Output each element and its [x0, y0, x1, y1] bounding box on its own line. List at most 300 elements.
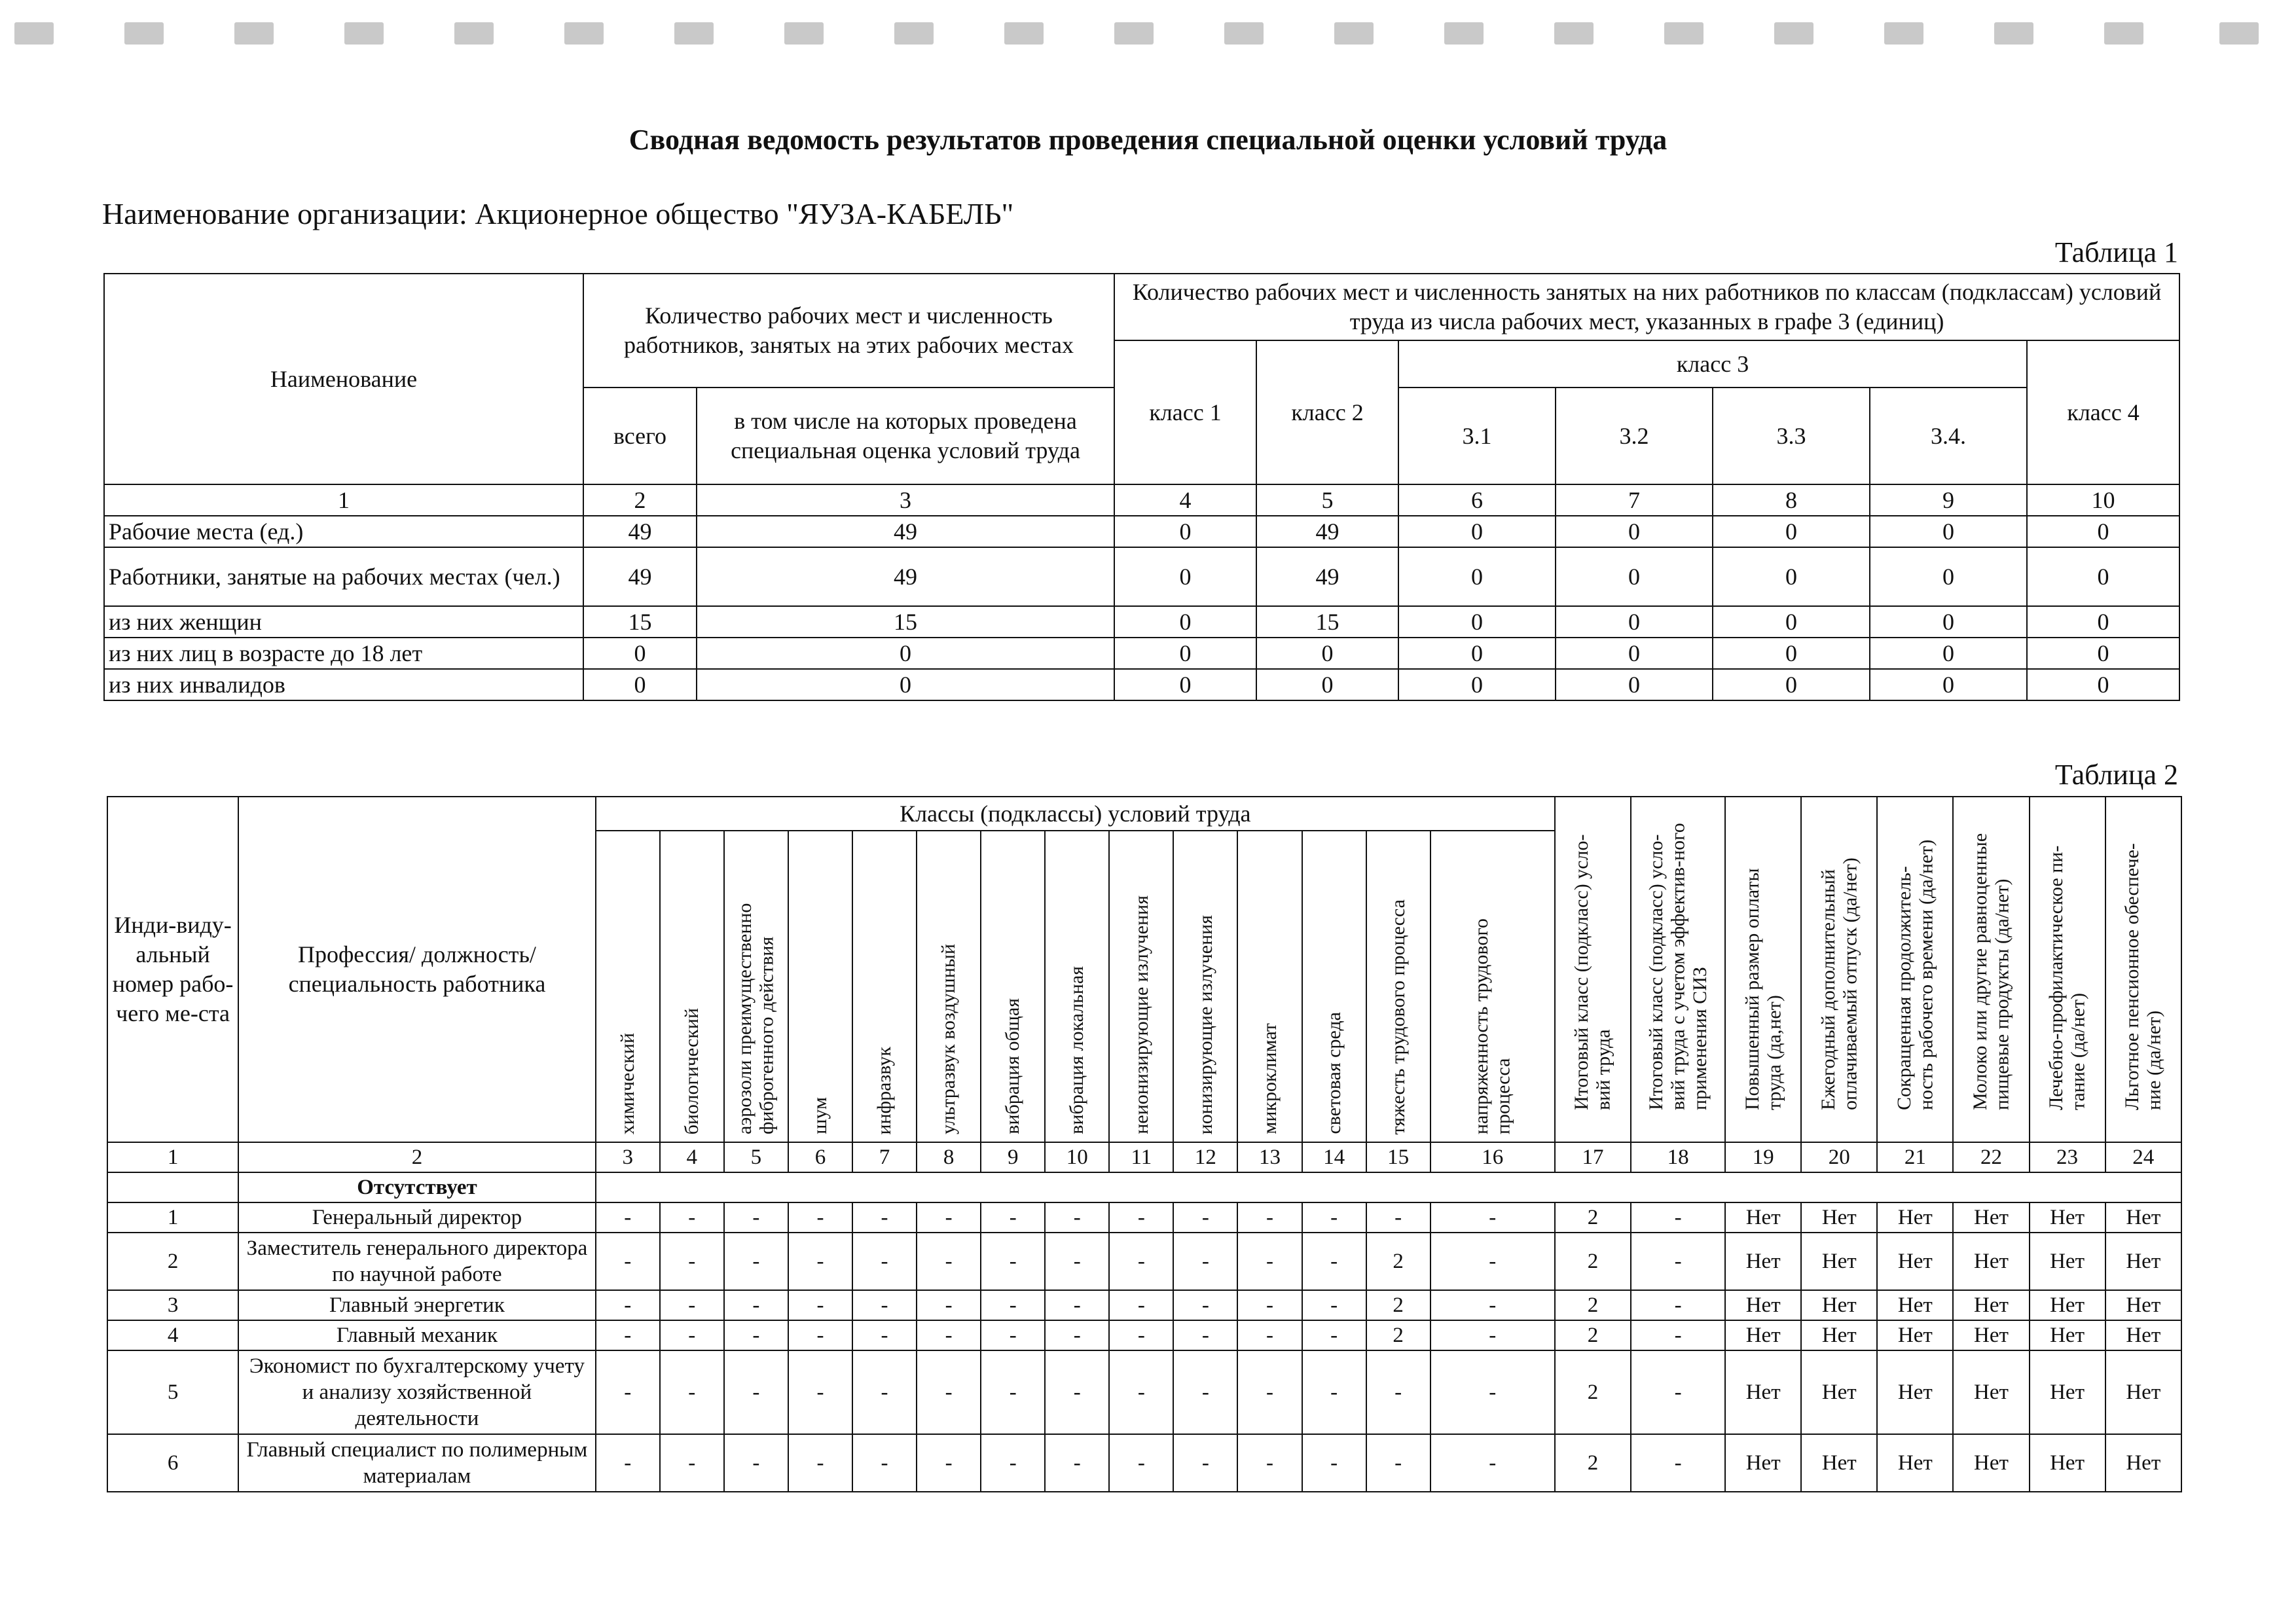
cell-value: 0	[1114, 547, 1256, 606]
cell-value: -	[1302, 1434, 1366, 1492]
cell-value: 0	[1398, 547, 1556, 606]
cell-value: 0	[1398, 638, 1556, 669]
cell-value: -	[660, 1202, 724, 1233]
cell-value: -	[660, 1434, 724, 1492]
workplace-id: 5	[107, 1350, 238, 1434]
cell-value: -	[660, 1350, 724, 1434]
header-extra-18	[1631, 797, 1725, 1142]
cell-value: 15	[583, 606, 697, 638]
cell-value: -	[852, 1320, 917, 1350]
cell-value: Нет	[1877, 1290, 1953, 1320]
cell-value: -	[1173, 1434, 1237, 1492]
cell-value: -	[596, 1290, 660, 1320]
column-number: 22	[1953, 1142, 2029, 1172]
header-factor-14	[1302, 831, 1366, 1142]
header-factor-9	[981, 831, 1045, 1142]
cell-value: 2	[1555, 1233, 1631, 1290]
header-extra-21	[1877, 797, 1953, 1142]
cell-value: 0	[1398, 606, 1556, 638]
cell-value: Нет	[1801, 1233, 1877, 1290]
cell-value: Нет	[2105, 1350, 2181, 1434]
column-number-row	[107, 1142, 2181, 1172]
cell-value: Нет	[1953, 1290, 2029, 1320]
column-number: 3	[596, 1142, 660, 1172]
cell-value: -	[1430, 1320, 1555, 1350]
header-extra-label: Молоко или другие равноценные пищевые продукты (да/нет)	[1969, 833, 2013, 1110]
header-factor-label: шум	[809, 1097, 831, 1134]
cell-value: -	[852, 1434, 917, 1492]
cell-value: -	[1302, 1320, 1366, 1350]
cell-value: -	[788, 1350, 852, 1434]
column-number-row	[104, 484, 2179, 516]
table-row	[107, 1434, 2181, 1492]
cell-value: -	[1430, 1233, 1555, 1290]
cell-value: -	[596, 1233, 660, 1290]
cell-value: 0	[1556, 638, 1713, 669]
cell-value: Нет	[2030, 1320, 2105, 1350]
column-number: 7	[1556, 484, 1713, 516]
cell-value: -	[724, 1350, 788, 1434]
cell-value: 0	[1556, 606, 1713, 638]
cell-value: -	[1302, 1202, 1366, 1233]
cell-value: 2	[1555, 1202, 1631, 1233]
header-extra-label: Итоговый класс (подкласс) усло-вий труда	[1571, 833, 1614, 1110]
header-extra-23	[2030, 797, 2105, 1142]
column-number: 24	[2105, 1142, 2181, 1172]
cell-value: 0	[583, 669, 697, 700]
cell-value: -	[1302, 1233, 1366, 1290]
cell-value: -	[917, 1233, 981, 1290]
cell-value: Нет	[2105, 1233, 2181, 1290]
column-number: 12	[1173, 1142, 1237, 1172]
column-number: 2	[238, 1142, 596, 1172]
header-factor-3	[596, 831, 660, 1142]
header-factor-label: вибрация локальная	[1066, 966, 1088, 1134]
row-label: из них лиц в возрасте до 18 лет	[104, 638, 583, 669]
header-workplace-id: Инди-виду-альный номер рабо-чего ме-ста	[107, 797, 238, 1142]
header-extra-20	[1801, 797, 1877, 1142]
cell-value: Нет	[1877, 1350, 1953, 1434]
cell-value: -	[1302, 1290, 1366, 1320]
cell-value: Нет	[2105, 1290, 2181, 1320]
cell-value: -	[1631, 1290, 1725, 1320]
header-factor-6	[788, 831, 852, 1142]
header-3-3: 3.3	[1713, 388, 1870, 484]
cell-value: -	[1366, 1202, 1430, 1233]
header-classes: Количество рабочих мест и численность занятых на них работников по классам (подклассам) условий труда из числа рабочих мест, указанных в графе 3 (единиц)	[1114, 274, 2179, 340]
cell-value: -	[1366, 1350, 1430, 1434]
header-factor-4	[660, 831, 724, 1142]
cell-value: -	[660, 1233, 724, 1290]
cell-value: 2	[1366, 1233, 1430, 1290]
column-number: 9	[1870, 484, 2027, 516]
header-total: всего	[583, 388, 697, 484]
cell-value: Нет	[1953, 1233, 2029, 1290]
cell-value: -	[788, 1434, 852, 1492]
cell-value: 0	[1870, 638, 2027, 669]
header-extra-22	[1953, 797, 2029, 1142]
header-class1: класс 1	[1114, 340, 1256, 484]
cell-value: -	[981, 1233, 1045, 1290]
header-factor-15	[1366, 831, 1430, 1142]
cell-value: 0	[1713, 516, 1870, 547]
cell-value: -	[1109, 1320, 1173, 1350]
cell-value: 0	[1114, 669, 1256, 700]
cell-value: -	[1173, 1320, 1237, 1350]
header-3-1: 3.1	[1398, 388, 1556, 484]
cell-value: -	[981, 1290, 1045, 1320]
profession: Заместитель генерального директора по научной работе	[238, 1233, 596, 1290]
cell-value: 0	[1256, 638, 1398, 669]
cell-value: -	[596, 1434, 660, 1492]
header-class3: класс 3	[1398, 340, 2027, 388]
cell-value: -	[1237, 1202, 1302, 1233]
cell-value: -	[917, 1202, 981, 1233]
cell-value: -	[724, 1290, 788, 1320]
column-number: 6	[788, 1142, 852, 1172]
cell-value: 0	[2027, 669, 2179, 700]
cell-value: 49	[697, 516, 1114, 547]
cell-value: 2	[1555, 1350, 1631, 1434]
cell-value: -	[724, 1233, 788, 1290]
cell-value: 49	[1256, 516, 1398, 547]
column-number: 7	[852, 1142, 917, 1172]
table1-caption: Таблица 1	[2054, 236, 2178, 268]
header-factor-label: неионизирующие излучения	[1130, 895, 1152, 1134]
cell-value: -	[1109, 1350, 1173, 1434]
document-title: Сводная ведомость результатов проведения специальной оценки условий труда	[629, 124, 1667, 156]
cell-value: Нет	[2105, 1320, 2181, 1350]
cell-value: Нет	[1953, 1350, 2029, 1434]
row-label: из них женщин	[104, 606, 583, 638]
profession: Экономист по бухгалтерскому учету и анализу хозяйственной деятельности	[238, 1350, 596, 1434]
cell-value: -	[852, 1202, 917, 1233]
header-factor-label: ультразвук воздушный	[938, 944, 960, 1134]
cell-value: -	[1237, 1350, 1302, 1434]
header-count: Количество рабочих мест и численность работников, занятых на этих рабочих местах	[583, 274, 1114, 388]
cell-value: 2	[1555, 1434, 1631, 1492]
cell-value: 0	[1713, 547, 1870, 606]
cell-value: -	[852, 1290, 917, 1320]
header-assessed: в том числе на которых проведена специальная оценка условий труда	[697, 388, 1114, 484]
cell-value: -	[1109, 1202, 1173, 1233]
cell-value: 15	[1256, 606, 1398, 638]
table-row	[104, 547, 2179, 606]
cell-value: 0	[1870, 516, 2027, 547]
column-number: 15	[1366, 1142, 1430, 1172]
cell-value: -	[596, 1320, 660, 1350]
header-profession: Профессия/ должность/ специальность работника	[238, 797, 596, 1142]
cell-value: -	[1631, 1350, 1725, 1434]
workplace-table	[107, 796, 2182, 1492]
cell-value: -	[788, 1202, 852, 1233]
header-extra-label: Повышенный размер оплаты труда (да,нет)	[1741, 867, 1785, 1110]
column-number: 6	[1398, 484, 1556, 516]
cell-value: Нет	[1877, 1202, 1953, 1233]
header-work-classes: Классы (подклассы) условий труда	[596, 797, 1555, 831]
cell-value: 0	[1713, 669, 1870, 700]
cell-value: -	[917, 1290, 981, 1320]
cell-value: -	[1430, 1290, 1555, 1320]
cell-value: 0	[1556, 547, 1713, 606]
cell-value: Нет	[1725, 1290, 1801, 1320]
column-number: 4	[660, 1142, 724, 1172]
cell-value: Нет	[1725, 1233, 1801, 1290]
organization-name: Наименование организации: Акционерное общество "ЯУЗА-КАБЕЛЬ"	[102, 197, 1014, 230]
column-number: 20	[1801, 1142, 1877, 1172]
header-extra-17	[1555, 797, 1631, 1142]
table-row	[107, 1350, 2181, 1434]
cell-value: Нет	[1725, 1350, 1801, 1434]
cell-value: 0	[1256, 669, 1398, 700]
cell-value: 0	[1114, 516, 1256, 547]
binding-punch-marks	[0, 22, 2296, 48]
cell-value: -	[1430, 1350, 1555, 1434]
column-number: 1	[107, 1142, 238, 1172]
cell-value: 0	[1556, 669, 1713, 700]
cell-value: 0	[1870, 606, 2027, 638]
cell-value: -	[1173, 1202, 1237, 1233]
cell-value: 2	[1366, 1290, 1430, 1320]
table-row	[107, 1290, 2181, 1320]
header-factor-7	[852, 831, 917, 1142]
column-number: 9	[981, 1142, 1045, 1172]
cell-value: -	[917, 1320, 981, 1350]
cell-value: -	[1237, 1320, 1302, 1350]
cell-value: -	[1045, 1233, 1109, 1290]
cell-value: 49	[697, 547, 1114, 606]
cell-value: -	[1109, 1233, 1173, 1290]
table-row	[107, 1202, 2181, 1233]
cell-value: -	[1237, 1233, 1302, 1290]
cell-value: 0	[1713, 606, 1870, 638]
cell-value: -	[1173, 1233, 1237, 1290]
table-row	[107, 1233, 2181, 1290]
cell-value: Нет	[1877, 1320, 1953, 1350]
cell-value: Нет	[2030, 1290, 2105, 1320]
header-factor-label: инфразвук	[873, 1046, 896, 1134]
workplace-id: 1	[107, 1202, 238, 1233]
cell-value: 0	[1114, 638, 1256, 669]
cell-value: 0	[1870, 547, 2027, 606]
column-number: 2	[583, 484, 697, 516]
cell-value: -	[1366, 1434, 1430, 1492]
workplace-id: 2	[107, 1233, 238, 1290]
row-label: из них инвалидов	[104, 669, 583, 700]
cell-value: Нет	[2030, 1434, 2105, 1492]
header-factor-5	[724, 831, 788, 1142]
cell-value: 0	[2027, 547, 2179, 606]
cell-value: Нет	[1801, 1350, 1877, 1434]
section-label: Отсутствует	[238, 1172, 596, 1202]
header-factor-label: вибрация общая	[1002, 998, 1024, 1134]
cell-value: -	[1631, 1233, 1725, 1290]
column-number: 23	[2030, 1142, 2105, 1172]
column-number: 11	[1109, 1142, 1173, 1172]
header-factor-13	[1237, 831, 1302, 1142]
cell-value: -	[1631, 1202, 1725, 1233]
cell-value: -	[981, 1350, 1045, 1434]
header-factor-11	[1109, 831, 1173, 1142]
cell-value: 2	[1366, 1320, 1430, 1350]
column-number: 18	[1631, 1142, 1725, 1172]
cell-value: -	[660, 1320, 724, 1350]
header-factor-label: микроклимат	[1258, 1023, 1281, 1134]
cell-value: -	[852, 1350, 917, 1434]
header-name: Наименование	[104, 274, 583, 484]
header-extra-label: Ежегодный дополнительный оплачиваемый отпуск (да/нет)	[1817, 857, 1861, 1110]
cell-value: -	[1237, 1434, 1302, 1492]
row-label: Работники, занятые на рабочих местах (чел.)	[104, 547, 583, 606]
cell-value: 0	[1398, 669, 1556, 700]
cell-value: Нет	[2105, 1202, 2181, 1233]
header-class4: класс 4	[2027, 340, 2179, 484]
cell-value: 2	[1555, 1290, 1631, 1320]
header-factor-label: аэрозоли преимущественно фиброгенного действия	[734, 903, 778, 1134]
cell-value: -	[660, 1290, 724, 1320]
cell-value: Нет	[1725, 1434, 1801, 1492]
cell-value: Нет	[1801, 1434, 1877, 1492]
header-factor-8	[917, 831, 981, 1142]
header-factor-10	[1045, 831, 1109, 1142]
cell-value: 0	[2027, 516, 2179, 547]
header-factor-label: напряженность трудового процесса	[1470, 918, 1514, 1134]
cell-value: -	[1631, 1434, 1725, 1492]
cell-value: -	[1045, 1290, 1109, 1320]
header-factor-12	[1173, 831, 1237, 1142]
cell-value: 0	[697, 669, 1114, 700]
cell-value: Нет	[2030, 1202, 2105, 1233]
cell-value: -	[1430, 1202, 1555, 1233]
cell-value: Нет	[1953, 1202, 2029, 1233]
cell-value: -	[1237, 1290, 1302, 1320]
column-number: 13	[1237, 1142, 1302, 1172]
cell-value: -	[1109, 1434, 1173, 1492]
profession: Генеральный директор	[238, 1202, 596, 1233]
cell-value: 15	[697, 606, 1114, 638]
cell-value: -	[596, 1350, 660, 1434]
cell-value: 0	[2027, 606, 2179, 638]
cell-value: Нет	[1953, 1320, 2029, 1350]
cell-value: -	[724, 1320, 788, 1350]
profession: Главный механик	[238, 1320, 596, 1350]
cell-value: 49	[1256, 547, 1398, 606]
cell-value: -	[1631, 1320, 1725, 1350]
cell-value: -	[788, 1233, 852, 1290]
header-factor-16	[1430, 831, 1555, 1142]
cell-value: -	[917, 1434, 981, 1492]
header-factor-label: световая среда	[1322, 1012, 1345, 1134]
cell-value: Нет	[2105, 1434, 2181, 1492]
header-3-4: 3.4.	[1870, 388, 2027, 484]
table-row	[104, 606, 2179, 638]
cell-value: -	[981, 1202, 1045, 1233]
cell-value: 0	[1114, 606, 1256, 638]
cell-value: -	[981, 1320, 1045, 1350]
cell-value: 0	[1870, 669, 2027, 700]
summary-table	[103, 273, 2180, 701]
section-row	[107, 1172, 2181, 1202]
cell-value: -	[1109, 1290, 1173, 1320]
column-number: 14	[1302, 1142, 1366, 1172]
cell-value: -	[1430, 1434, 1555, 1492]
cell-value: Нет	[1953, 1434, 2029, 1492]
cell-value: 49	[583, 516, 697, 547]
workplace-id: 6	[107, 1434, 238, 1492]
cell-value: -	[1173, 1290, 1237, 1320]
cell-value: -	[917, 1350, 981, 1434]
cell-value: 0	[2027, 638, 2179, 669]
column-number: 16	[1430, 1142, 1555, 1172]
header-extra-19	[1725, 797, 1801, 1142]
cell-value: Нет	[1801, 1202, 1877, 1233]
column-number: 1	[104, 484, 583, 516]
cell-value: -	[852, 1233, 917, 1290]
cell-value: -	[788, 1320, 852, 1350]
header-factor-label: ионизирующие излучения	[1194, 914, 1216, 1134]
header-extra-label: Лечебно-профилактическое пи-тание (да/нет)	[2045, 845, 2089, 1110]
table-row	[104, 516, 2179, 547]
cell-value: -	[596, 1202, 660, 1233]
cell-value: 0	[697, 638, 1114, 669]
table-row	[107, 1320, 2181, 1350]
header-factor-label: тяжесть трудового процесса	[1387, 899, 1409, 1134]
header-class2: класс 2	[1256, 340, 1398, 484]
column-number: 10	[2027, 484, 2179, 516]
cell-value: -	[1045, 1350, 1109, 1434]
cell-value: 0	[1713, 638, 1870, 669]
column-number: 21	[1877, 1142, 1953, 1172]
cell-value: -	[724, 1202, 788, 1233]
header-3-2: 3.2	[1556, 388, 1713, 484]
column-number: 8	[917, 1142, 981, 1172]
cell-value: 2	[1555, 1320, 1631, 1350]
profession: Главный энергетик	[238, 1290, 596, 1320]
cell-value: -	[981, 1434, 1045, 1492]
column-number: 5	[724, 1142, 788, 1172]
column-number: 4	[1114, 484, 1256, 516]
cell-value: Нет	[1877, 1434, 1953, 1492]
header-extra-label: Итоговый класс (подкласс) усло-вий труда с учетом эффектив-ного применения СИЗ	[1645, 822, 1711, 1110]
column-number: 10	[1045, 1142, 1109, 1172]
column-number: 3	[697, 484, 1114, 516]
cell-value: 0	[1398, 516, 1556, 547]
table2-caption: Таблица 2	[2054, 759, 2178, 791]
cell-value: Нет	[1877, 1233, 1953, 1290]
cell-value: Нет	[1725, 1202, 1801, 1233]
column-number: 19	[1725, 1142, 1801, 1172]
cell-value: -	[1045, 1434, 1109, 1492]
table-row	[104, 638, 2179, 669]
workplace-id: 3	[107, 1290, 238, 1320]
row-label: Рабочие места (ед.)	[104, 516, 583, 547]
cell-value: Нет	[1725, 1320, 1801, 1350]
cell-value: -	[1173, 1350, 1237, 1434]
cell-value: Нет	[1801, 1290, 1877, 1320]
workplace-id: 4	[107, 1320, 238, 1350]
column-number: 5	[1256, 484, 1398, 516]
cell-value: -	[724, 1434, 788, 1492]
cell-value: 0	[583, 638, 697, 669]
cell-value: -	[1045, 1320, 1109, 1350]
cell-value: -	[1302, 1350, 1366, 1434]
column-number: 8	[1713, 484, 1870, 516]
column-number: 17	[1555, 1142, 1631, 1172]
cell-value: -	[1045, 1202, 1109, 1233]
cell-value: -	[788, 1290, 852, 1320]
cell-value: Нет	[1801, 1320, 1877, 1350]
cell-value: 0	[1556, 516, 1713, 547]
